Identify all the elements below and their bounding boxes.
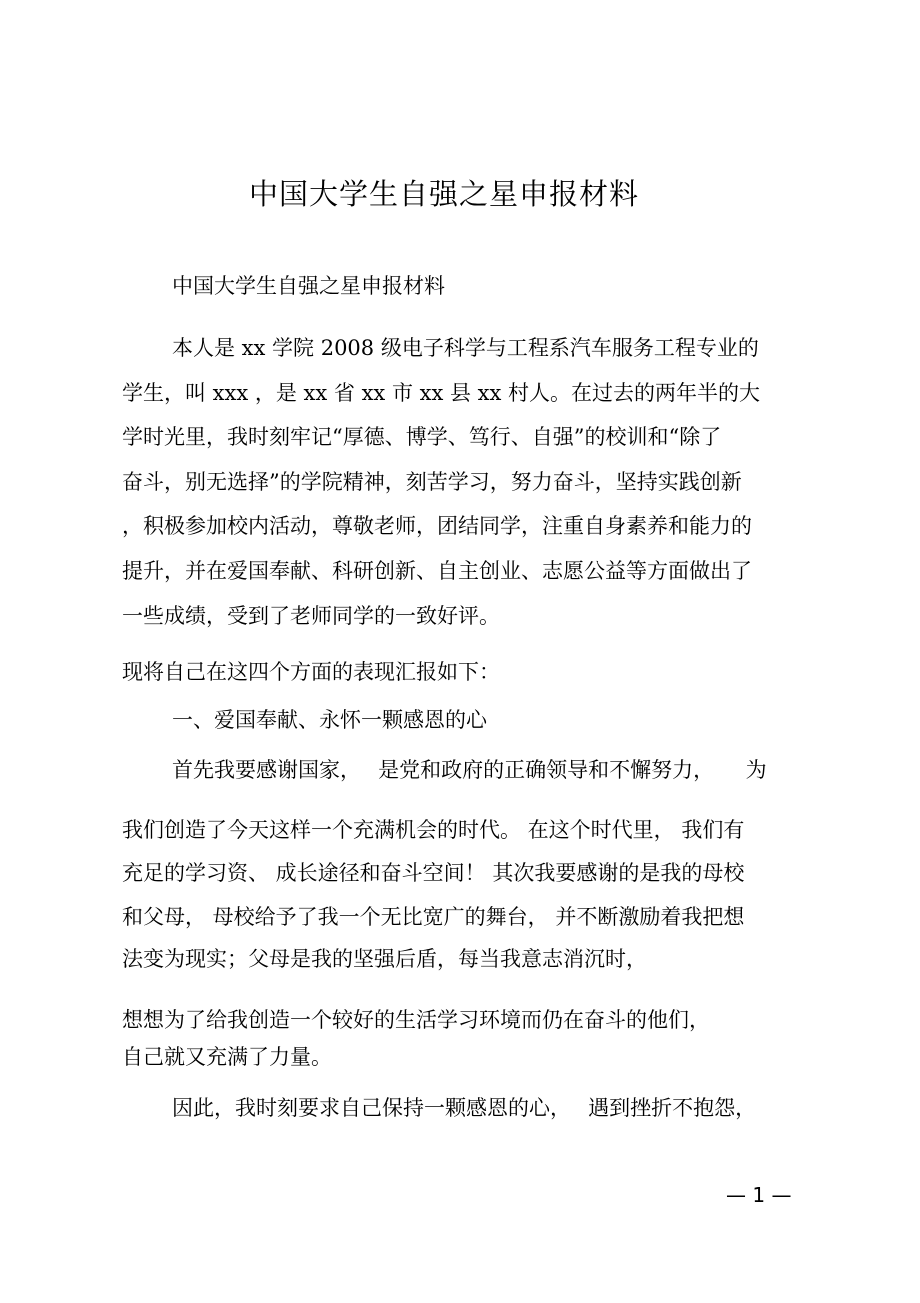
body-line: 因此，我时刻要求自己保持一颗感恩的心， 遇到挫折不抱怨，	[172, 1096, 757, 1120]
body-line: 自己就又充满了力量。	[122, 1045, 332, 1069]
body-line: 充足的学习资、 成长途径和奋斗空间！ 其次我要感谢的是我的母校	[122, 861, 745, 885]
body-line: 提升，并在爱国奉献、科研创新、自主创业、志愿公益等方面做出了	[122, 559, 752, 583]
body-line: 学生，叫 xxx ，是 xx 省 xx 市 xx 县 xx 村人。在过去的两年半的大	[122, 381, 761, 405]
body-line: 奋斗，别无选择”的学院精神，刻苦学习，努力奋斗，坚持实践创新	[122, 470, 742, 494]
body-line: 法变为现实；父母是我的坚强后盾，每当我意志消沉时，	[122, 947, 647, 971]
body-line: 现将自己在这四个方面的表现汇报如下：	[122, 660, 500, 684]
body-line: 我们创造了今天这样一个充满机会的时代。 在这个时代里， 我们有	[122, 818, 745, 842]
body-line: 首先我要感谢国家， 是党和政府的正确领导和不懈努力， 为	[172, 758, 767, 782]
document-title: 中国大学生自强之星申报材料	[248, 177, 639, 211]
body-line: ，积极参加校内活动，尊敬老师，团结同学，注重自身素养和能力的	[122, 514, 752, 538]
body-line: 学时光里，我时刻牢记“厚德、博学、笃行、自强”的校训和“除了	[122, 425, 722, 449]
page-number: — 1 —	[726, 1183, 792, 1207]
section-heading: 一、爱国奉献、永怀一颗感恩的心	[172, 708, 487, 732]
subtitle-line: 中国大学生自强之星申报材料	[172, 274, 445, 298]
body-line: 想想为了给我创造一个较好的生活学习环境而仍在奋斗的他们，	[122, 1008, 710, 1032]
body-line: 本人是 xx 学院 2008 级电子科学与工程系汽车服务工程专业的	[172, 336, 759, 360]
body-line: 和父母， 母校给予了我一个无比宽广的舞台， 并不断激励着我把想	[122, 905, 745, 929]
body-line: 一些成绩，受到了老师同学的一致好评。	[122, 604, 500, 628]
